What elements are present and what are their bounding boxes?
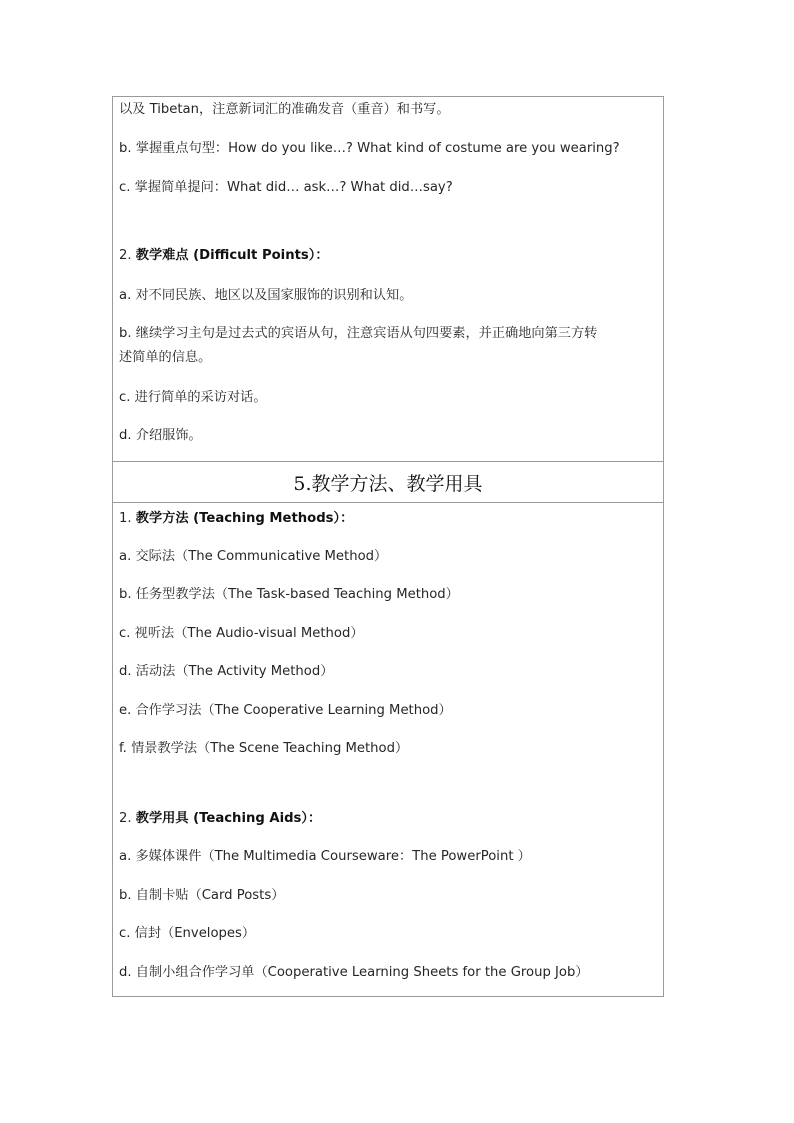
method-item: a. 交际法（The Communicative Method） xyxy=(119,549,388,564)
aid-item: c. 信封（Envelopes） xyxy=(119,926,256,941)
key-point-b: b. 掌握重点句型：How do you like…? What kind of costume are you wearing? xyxy=(119,141,620,156)
teaching-aids-heading xyxy=(119,807,657,831)
difficult-point-d: d. 介绍服饰。 xyxy=(119,428,202,443)
methods-aids-cell xyxy=(113,503,663,996)
document-table xyxy=(112,96,664,997)
aid-item: a. 多媒体课件（The Multimedia Courseware：The PowerPoint ） xyxy=(119,849,531,864)
teaching-methods-heading xyxy=(119,507,657,531)
section-5-title: 5.教学方法、教学用具 xyxy=(293,472,483,495)
method-item: c. 视听法（The Audio-visual Method） xyxy=(119,626,364,641)
method-item: b. 任务型教学法（The Task-based Teaching Method） xyxy=(119,587,459,602)
method-item: d. 活动法（The Activity Method） xyxy=(119,664,334,679)
teaching-methods-title: 教学方法 (Teaching Methods）： xyxy=(135,511,354,526)
difficult-points-title: 教学难点 (Difficult Points）： xyxy=(135,248,329,263)
method-item: f. 情景教学法（The Scene Teaching Method） xyxy=(119,741,409,756)
difficult-points-number: 2. xyxy=(119,248,136,263)
teaching-aids-title: 教学用具 (Teaching Aids）： xyxy=(135,811,322,826)
difficult-point-b-line2: 述简单的信息。 xyxy=(119,350,212,365)
key-point-continuation: 以及 Tibetan，注意新词汇的准确发音（重音）和书写。 xyxy=(119,102,450,117)
teaching-aids-number: 2. xyxy=(119,811,136,826)
difficult-point-a: a. 对不同民族、地区以及国家服饰的识别和认知。 xyxy=(119,288,413,303)
key-difficult-points-cell xyxy=(113,97,663,462)
section-5-heading-cell xyxy=(113,462,663,503)
method-item: e. 合作学习法（The Cooperative Learning Method） xyxy=(119,703,452,718)
key-point-c: c. 掌握简单提问：What did… ask…? What did…say? xyxy=(119,180,453,195)
difficult-point-b-line1: b. 继续学习主句是过去式的宾语从句，注意宾语从句四要素，并正确地向第三方转 xyxy=(119,326,598,341)
difficult-points-heading xyxy=(119,244,657,268)
difficult-point-c: c. 进行简单的采访对话。 xyxy=(119,390,267,405)
aid-item: b. 自制卡贴（Card Posts） xyxy=(119,888,285,903)
teaching-methods-number: 1. xyxy=(119,511,136,526)
aid-item: d. 自制小组合作学习单（Cooperative Learning Sheets for the Group Job） xyxy=(119,965,589,980)
